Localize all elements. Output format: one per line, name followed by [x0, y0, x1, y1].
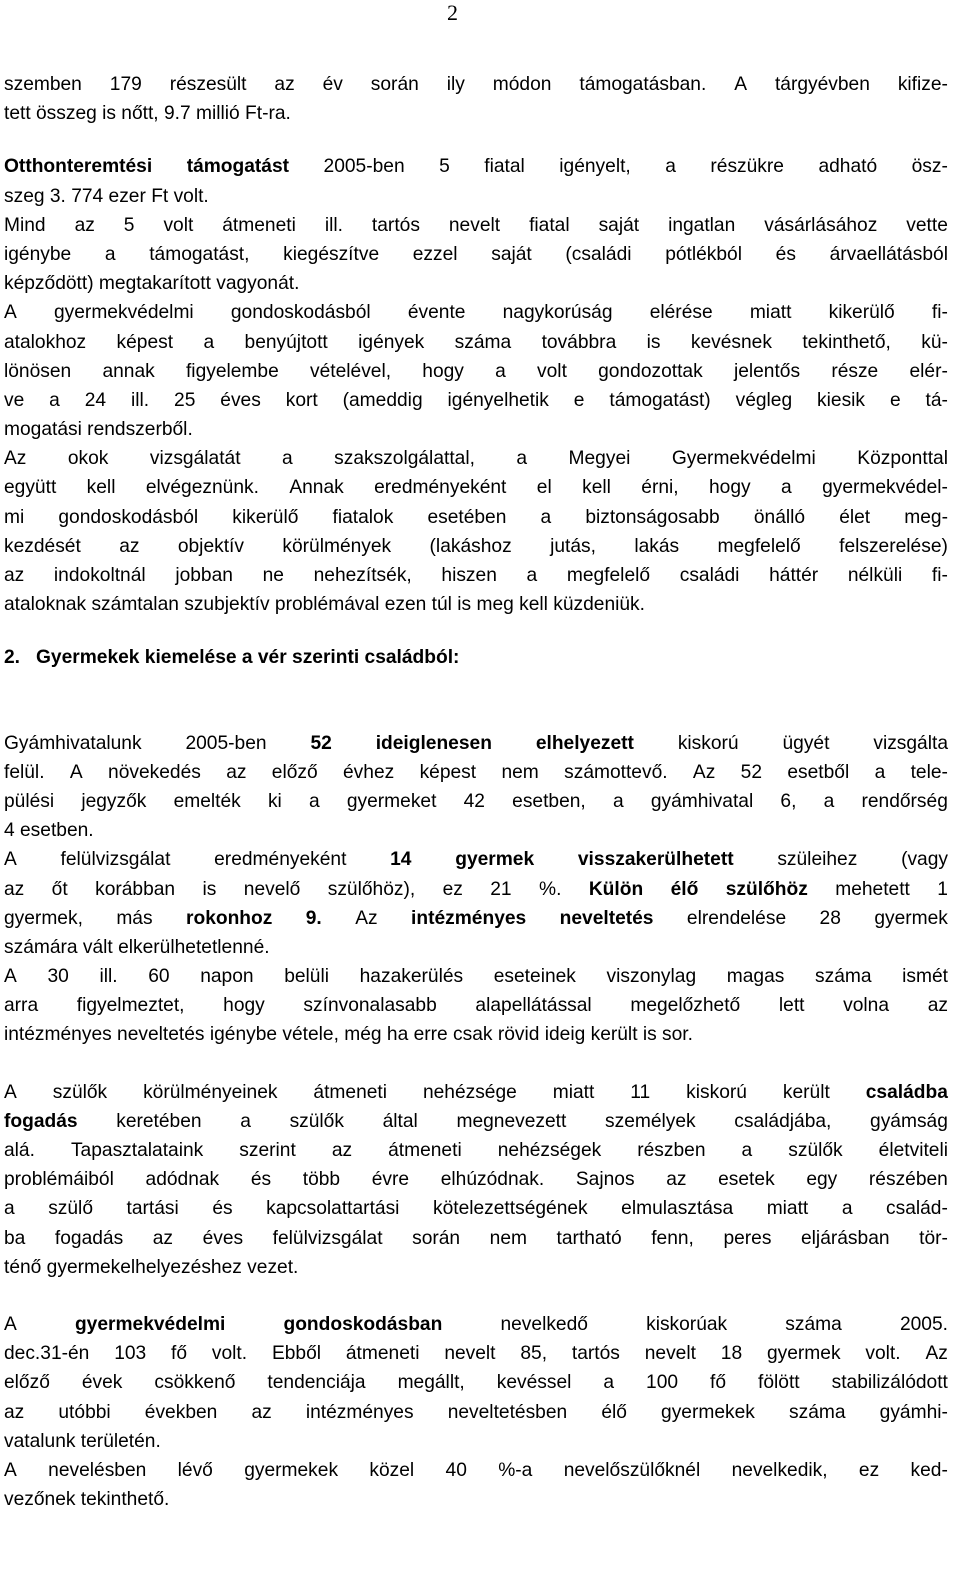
- text-line: dec.31-én 103 fő volt. Ebből átmeneti nevelt 85, tartós nevelt 18 gyermek volt. Az: [4, 1343, 948, 1365]
- text-line: mi gondoskodásból kikerülő fiatalok esetében a biztonságosabb önálló élet meg-: [4, 506, 948, 528]
- text-line: A nevelésben lévő gyermekek közel 40 %-a nevelőszülőknél nevelkedik, ez ked-: [4, 1459, 948, 1481]
- text-line: A gyermekvédelmi gondoskodásban nevelkedő kiskorúak száma 2005.: [4, 1313, 948, 1335]
- paragraph-child-protection-count: [4, 1310, 948, 1514]
- text-line: gyermek, más rokonhoz 9. Az intézményes neveltetés elrendelése 28 gyermek: [4, 907, 948, 929]
- text-line: ve a 24 ill. 25 éves kort (ameddig igényelhetik e támogatást) végleg kiesik e tá-: [4, 389, 948, 411]
- text-line: előző évek csökkenő tendenciája megállt, kevéssel a 100 fő fölött stabilizálódott: [4, 1372, 948, 1394]
- text-line: A 30 ill. 60 napon belüli hazakerülés eseteinek viszonylag magas száma ismét: [4, 966, 948, 988]
- page-number: 2: [447, 0, 458, 25]
- text-line: számára vált elkerülhetetlenné.: [4, 936, 270, 958]
- paragraph-home-creation-support: [4, 152, 948, 619]
- text-line: ténő gyermekelhelyezéshez vezet.: [4, 1256, 299, 1278]
- text-line: kezdését az objektív körülmények (lakáshoz jutás, lakás megfelelő felszerelése): [4, 535, 948, 557]
- text-line: ba fogadás az éves felülvizsgálat során nem tartható fenn, peres eljárásban tör-: [4, 1227, 948, 1249]
- document-body: [4, 70, 948, 1514]
- paragraph-family-fostering: [4, 1078, 948, 1282]
- text-line: problémáiból adódnak és több évre elhúzódnak. Sajnos az esetek egy részében: [4, 1169, 948, 1191]
- text-line: A szülők körülményeinek átmeneti nehézsége miatt 11 kiskorú került családba: [4, 1081, 948, 1103]
- text-line: fogadás keretében a szülők által megnevezett személyek családjába, gyámság: [4, 1110, 948, 1132]
- text-line: képződött) megtakarított vagyonát.: [4, 273, 300, 295]
- text-line: A felülvizsgálat eredményeként 14 gyermek visszakerülhetett szüleihez (vagy: [4, 849, 948, 871]
- text-line: Mind az 5 volt átmeneti ill. tartós nevelt fiatal saját ingatlan vásárlásához vette: [4, 214, 948, 236]
- section-heading: 2. Gyermekek kiemelése a vér szerinti családból:: [4, 647, 460, 669]
- text-line: lönösen annak figyelembe vételével, hogy a volt gondozottak jelentős része elér-: [4, 360, 948, 382]
- text-line: alá. Tapasztalataink szerint az átmeneti nehézségek részben a szülők életviteli: [4, 1140, 948, 1161]
- text-line: felül. A növekedés az előző évhez képest nem számottevő. Az 52 esetből a tele-: [4, 761, 948, 783]
- text-line: mogatási rendszerből.: [4, 419, 193, 441]
- text-line: szeg 3. 774 ezer Ft volt.: [4, 185, 209, 207]
- text-line: arra figyelmeztet, hogy színvonalasabb alapellátással megelőzhető lett volna az: [4, 995, 948, 1017]
- text-line: ataloknak számtalan szubjektív problémával ezen túl is meg kell küzdeniük.: [4, 594, 645, 616]
- text-line: tett összeg is nőtt, 9.7 millió Ft-ra.: [4, 103, 291, 125]
- text-line: az őt korábban is nevelő szülőhöz), ez 21 %. Külön élő szülőhöz mehetett 1: [4, 878, 948, 900]
- text-line: A gyermekvédelmi gondoskodásból évente nagykorúság elérése miatt kikerülő fi-: [4, 302, 948, 324]
- text-line: az indokoltnál jobban ne nehezítsék, hiszen a megfelelő családi háttér nélküli fi-: [4, 565, 948, 586]
- text-line: együtt kell elvégeznünk. Annak eredményeként el kell érni, hogy a gyermekvédel-: [4, 477, 948, 499]
- text-line: atalokhoz képest a benyújtott igények száma továbbra is kevésnek tekinthető, kü-: [4, 331, 948, 353]
- text-line: az utóbbi években az intézményes neveltetésben élő gyermekek száma gyámhi-: [4, 1401, 948, 1423]
- paragraph-temporary-placement: [4, 729, 948, 1050]
- text-line: vatalunk területén.: [4, 1430, 161, 1452]
- text-line: pülési jegyzők emelték ki a gyermeket 42 esetben, a gyámhivatal 6, a rendőrség: [4, 790, 948, 812]
- text-line: Az okok vizsgálatát a szakszolgálattal, a Megyei Gyermekvédelmi Központtal: [4, 448, 948, 470]
- text-line: 4 esetben.: [4, 820, 94, 842]
- text-line: szemben 179 részesült az év során ily módon támogatásban. A tárgyévben kifize-: [4, 74, 948, 95]
- paragraph-housing-support-end: [4, 70, 948, 128]
- text-line: vezőnek tekinthető.: [4, 1489, 170, 1511]
- text-line: intézményes neveltetés igénybe vétele, még ha erre csak rövid ideig került is sor.: [4, 1024, 693, 1046]
- text-line: igénybe a támogatást, kiegészítve ezzel saját (családi pótlékból és árvaellátásból: [4, 243, 948, 265]
- text-line: Otthonteremtési támogatást 2005-ben 5 fiatal igényelt, a részükre adható ösz-: [4, 156, 948, 178]
- text-line: Gyámhivatalunk 2005-ben 52 ideiglenesen elhelyezett kiskorú ügyét vizsgálta: [4, 732, 948, 754]
- text-line: a szülő tartási és kapcsolattartási kötelezettségének elmulasztása miatt a család-: [4, 1198, 948, 1220]
